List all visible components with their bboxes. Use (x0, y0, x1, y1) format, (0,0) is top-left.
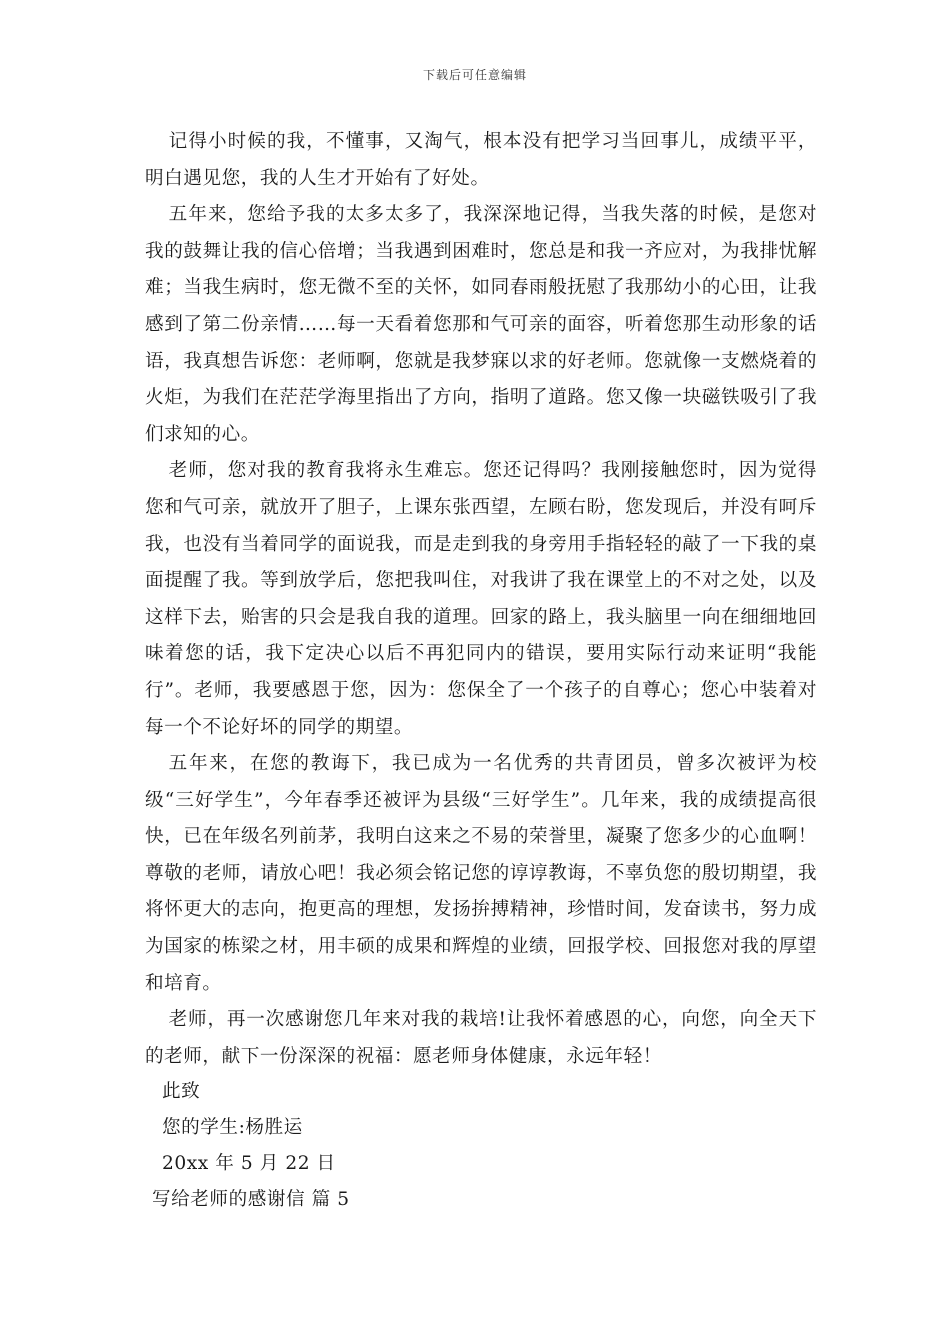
signature-line: 您的学生:杨胜运 (162, 1117, 303, 1138)
letter-body (145, 124, 817, 1075)
date-line: 20xx 年 5 月 22 日 (162, 1153, 336, 1174)
paragraph-3: 老师，您对我的教育我将永生难忘。您还记得吗？我刚接触您时，因为觉得您和气可亲，就放开了胆子，上课东张西望，左顾右盼，您发现后，并没有呵斥我，也没有当着同学的面说我，而是走到我的身旁用手指轻轻的敲了一下我的桌面提醒了我。等到放学后，您把我叫住，对我讲了我在课堂上的不对之处，以及这样下去，贻害的只会是我自我的道理。回家的路上，我头脑里一向在细细地回味着您的话，我下定决心以后不再犯同内的错误，要用实际行动来证明“我能行”。老师，我要感恩于您，因为：您保全了一个孩子的自尊心；您心中装着对每一个不论好坏的同学的期望。 (145, 460, 817, 738)
paragraph-2: 五年来，您给予我的太多太多了，我深深地记得，当我失落的时候，是您对我的鼓舞让我的信心倍增；当我遇到困难时，您总是和我一齐应对，为我排忧解难；当我生病时，您无微不至的关怀，如同春雨般抚慰了我那幼小的心田，让我感到了第二份亲情……每一天看着您那和气可亲的面容，听着您那生动形象的话语，我真想告诉您：老师啊，您就是我梦寐以求的好老师。您就像一支燃烧着的火炬，为我们在茫茫学海里指出了方向，指明了道路。您又像一块磁铁吸引了我们求知的心。 (145, 204, 817, 445)
paragraph-4: 五年来，在您的教诲下，我已成为一名优秀的共青团员，曾多次被评为校级“三好学生”，今年春季还被评为县级“三好学生”。几年来，我的成绩提高很快，已在年级名列前茅，我明白这来之不易的荣誉里，凝聚了您多少的心血啊！尊敬的老师，请放心吧！我必须会铭记您的谆谆教诲，不辜负您的殷切期望，我将怀更大的志向，抱更高的理想，发扬拚搏精神，珍惜时间，发奋读书，努力成为国家的栋梁之材，用丰硕的成果和辉煌的业绩，回报学校、回报您对我的厚望和培育。 (145, 753, 817, 994)
header-note: 下载后可任意编辑 (422, 68, 527, 82)
section-title: 写给老师的感谢信 篇 5 (152, 1189, 350, 1210)
paragraph-5: 老师，再一次感谢您几年来对我的栽培!让我怀着感恩的心，向您，向全天下的老师，献下一份深深的祝福：愿老师身体健康，永远年轻！ (145, 1009, 817, 1067)
paragraph-1: 记得小时候的我，不懂事，又淘气，根本没有把学习当回事儿，成绩平平，明白遇见您，我的人生才开始有了好处。 (145, 131, 817, 189)
closing-line: 此致 (162, 1081, 201, 1102)
